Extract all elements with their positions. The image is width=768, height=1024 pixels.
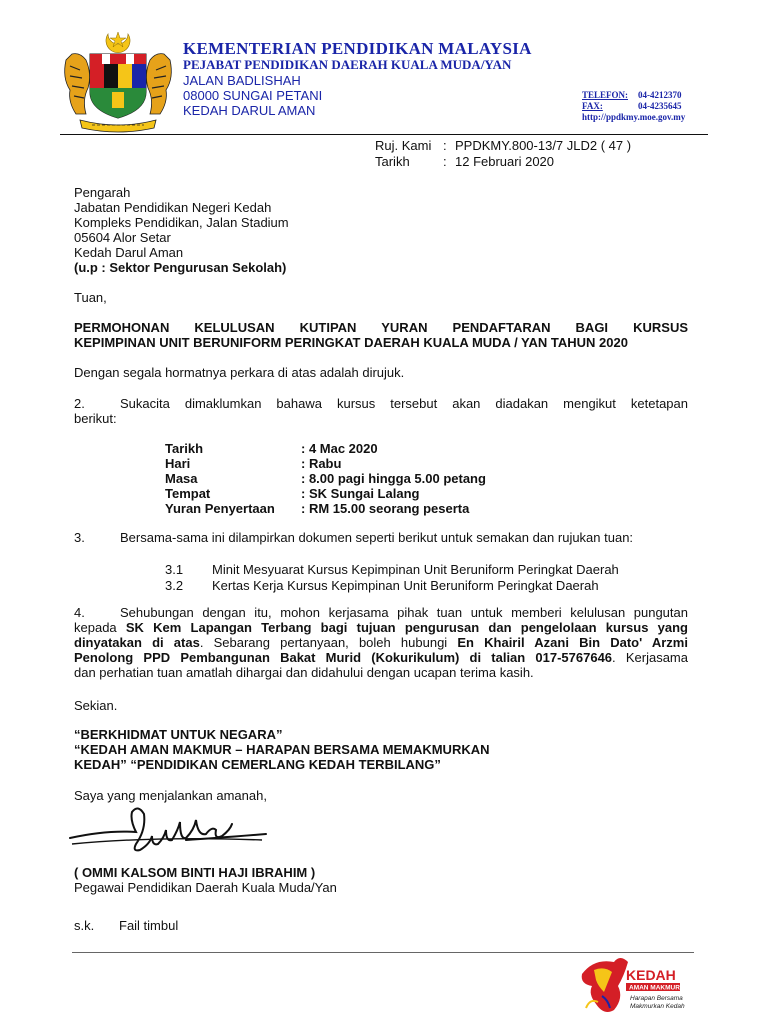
recipient-line: Pengarah (74, 185, 131, 200)
highlight-contact-role: Penolong PPD Pembangunan Bakat Murid (Kokurikulum) di talian 017-5767646 (74, 650, 613, 665)
telefon-label: TELEFON: (582, 90, 629, 100)
ruj-label: Ruj. Kami (375, 138, 432, 153)
recipient-line: 05604 Alor Setar (74, 230, 171, 245)
carbon-copy (74, 918, 178, 933)
detail-label: Masa (165, 471, 198, 486)
recipient-attention: (u.p : Sektor Pengurusan Sekolah) (74, 260, 287, 275)
paragraph-text: berikut: (74, 411, 117, 426)
attachment-text: Kertas Kerja Kursus Kepimpinan Unit Beruniform Peringkat Daerah (212, 578, 599, 593)
paragraph-number: 3. (74, 530, 85, 545)
logo-tag: AMAN MAKMUR (629, 984, 680, 992)
detail-label: Hari (165, 456, 191, 471)
ruj-separator: : (443, 138, 447, 153)
paragraph-text: kepada (74, 620, 126, 635)
detail-value: : 4 Mac 2020 (301, 441, 378, 456)
paragraph-line (74, 635, 688, 650)
highlight-text: dinyatakan di atas (74, 635, 200, 650)
website-link[interactable]: http://ppdkmy.moe.gov.my (582, 112, 686, 122)
office-address (183, 73, 322, 118)
subject-line: PERMOHONAN KELULUSAN KUTIPAN YURAN PENDAFTARAN BAGI KURSUS (74, 320, 688, 335)
signatory-name: ( OMMI KALSOM BINTI HAJI IBRAHIM ) (74, 865, 316, 880)
paragraph-text: Sehubungan dengan itu, mohon kerjasama pihak tuan untuk memberi kelulusan pungutan (120, 605, 688, 620)
signatory (74, 865, 337, 895)
detail-row (165, 471, 486, 486)
detail-value: : SK Sungai Lalang (301, 486, 420, 501)
ministry-name: KEMENTERIAN PENDIDIKAN MALAYSIA (183, 39, 532, 58)
subject-line: KEPIMPINAN UNIT BERUNIFORM PERINGKAT DAERAH KUALA MUDA / YAN TAHUN 2020 (74, 335, 628, 350)
office-name: PEJABAT PENDIDIKAN DAERAH KUALA MUDA/YAN (183, 57, 512, 72)
detail-label: Tarikh (165, 441, 204, 456)
cc-text: Fail timbul (119, 918, 179, 933)
tarikh-label: Tarikh (375, 154, 410, 169)
detail-row (165, 486, 486, 501)
detail-value: : RM 15.00 seorang peserta (301, 501, 470, 516)
paragraph-text: . Sebarang pertanyaan, boleh hubungi (199, 635, 458, 650)
course-details (165, 441, 486, 516)
paragraph-line (74, 620, 688, 635)
kedah-aman-makmur-logo (574, 952, 692, 1018)
telefon-number: 04-4212370 (638, 90, 682, 100)
detail-row (165, 501, 486, 516)
highlight-school: SK Kem Lapangan Terbang bagi tujuan pengurusan dan pengelolaan kursus yang (125, 620, 688, 635)
cc-label: s.k. (74, 918, 95, 933)
motto-line: “KEDAH AMAN MAKMUR – HARAPAN BERSAMA MEMAKMURKAN (74, 742, 490, 757)
signature (66, 800, 276, 862)
recipient-address (74, 185, 289, 275)
logo-brand: KEDAH (626, 967, 676, 983)
recipient-line: Kedah Darul Aman (74, 245, 184, 260)
fax-label: FAX: (582, 101, 603, 111)
mottos (74, 727, 490, 772)
address-line: 08000 SUNGAI PETANI (183, 88, 323, 103)
ruj-value: PPDKMY.800-13/7 JLD2 ( 47 ) (455, 138, 632, 153)
detail-value: : Rabu (301, 456, 342, 471)
address-line: KEDAH DARUL AMAN (183, 103, 316, 118)
paragraph-2 (74, 396, 688, 426)
signatory-title: Pegawai Pendidikan Daerah Kuala Muda/Yan (74, 880, 337, 895)
attachment-number: 3.1 (165, 562, 184, 577)
list-item (165, 578, 619, 594)
paragraph-3 (74, 530, 633, 545)
paragraph-text: Sukacita dimaklumkan bahawa kursus tersebut akan diadakan mengikut ketetapan (120, 396, 688, 411)
paragraph-text: dan perhatian tuan amatlah dihargai dan didahului dengan ucapan terima kasih. (74, 665, 534, 680)
logo-slogan: Makmurkan Kedah (630, 1003, 685, 1010)
coat-of-arms-icon (58, 30, 178, 134)
attachment-list (165, 562, 619, 594)
paragraph-4 (74, 605, 688, 680)
detail-row (165, 456, 486, 471)
trust-line: Saya yang menjalankan amanah, (74, 788, 267, 803)
paragraph-text: . Kerjasama (612, 650, 688, 665)
tarikh-value: 12 Februari 2020 (455, 154, 555, 169)
recipient-line: Jabatan Pendidikan Negeri Kedah (74, 200, 272, 215)
logo-slogan: Harapan Bersama (630, 995, 683, 1002)
reference-block (375, 138, 631, 170)
address-line: JALAN BADLISHAH (183, 73, 301, 88)
letterhead-divider (60, 134, 708, 135)
attachment-text: Minit Mesyuarat Kursus Kepimpinan Unit Beruniform Peringkat Daerah (212, 562, 619, 577)
paragraph-text: Bersama-sama ini dilampirkan dokumen seperti berikut untuk semakan dan rujukan tuan: (120, 530, 634, 545)
motto-line: KEDAH” “PENDIDIKAN CEMERLANG KEDAH TERBILANG” (74, 757, 441, 772)
paragraph-number: 4. (74, 605, 85, 620)
detail-label: Tempat (165, 486, 211, 501)
subject (74, 320, 688, 350)
detail-label: Yuran Penyertaan (165, 501, 275, 516)
fax-number: 04-4235645 (638, 101, 682, 111)
salutation: Tuan, (74, 290, 107, 305)
attachment-number: 3.2 (165, 578, 184, 593)
paragraph-number: 2. (74, 396, 85, 411)
opening-sentence: Dengan segala hormatnya perkara di atas adalah dirujuk. (74, 365, 405, 380)
detail-row (165, 441, 486, 456)
list-item (165, 562, 619, 578)
motto-line: “BERKHIDMAT UNTUK NEGARA” (74, 727, 283, 742)
paragraph-line (74, 650, 688, 665)
recipient-line: Kompleks Pendidikan, Jalan Stadium (74, 215, 289, 230)
tarikh-separator: : (443, 154, 447, 169)
highlight-contact-name: En Khairil Azani Bin Dato' Arzmi (457, 635, 688, 650)
contact-details (582, 90, 685, 123)
closing: Sekian. (74, 698, 118, 713)
detail-value: : 8.00 pagi hingga 5.00 petang (301, 471, 486, 486)
